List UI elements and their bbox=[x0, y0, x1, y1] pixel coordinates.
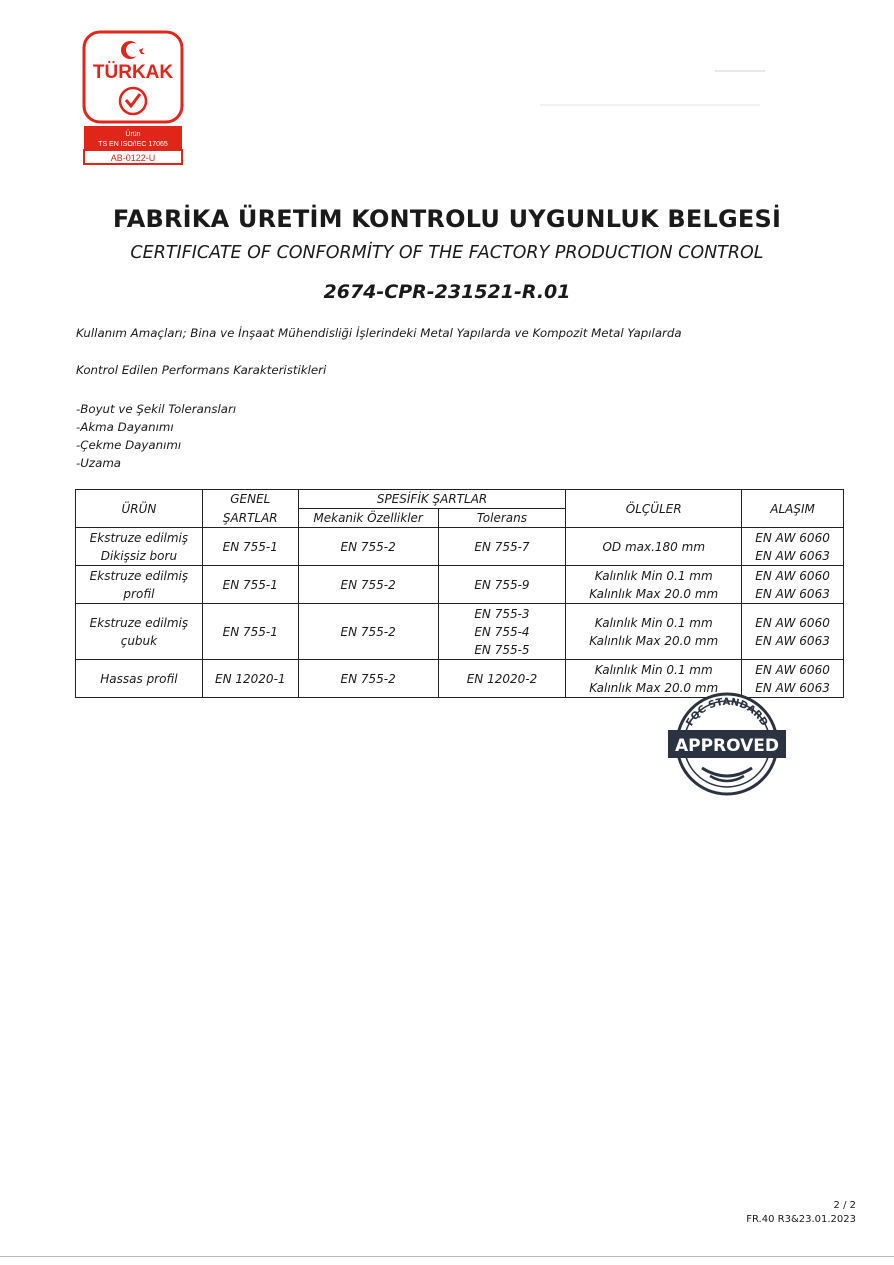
check-icon bbox=[126, 94, 140, 106]
stamp-top-text: FQC STANDARD bbox=[684, 696, 770, 729]
cell-genel: EN 755-1 bbox=[202, 604, 298, 660]
turkak-logo bbox=[82, 30, 184, 166]
performance-item: -Boyut ve Şekil Toleransları bbox=[76, 402, 237, 416]
header-genel-2: ŞARTLAR bbox=[202, 509, 298, 528]
cell-alasim: EN AW 6060 EN AW 6063 bbox=[742, 566, 844, 604]
logo-code: AB-0122-U bbox=[110, 153, 156, 163]
usage-text: Kullanım Amaçları; Bina ve İnşaat Mühendisliği İşlerindeki Metal Yapılarda ve Kompozit Metal Yapılarda bbox=[76, 326, 682, 340]
cell-olculer: Kalınlık Min 0.1 mm Kalınlık Max 20.0 mm bbox=[566, 566, 742, 604]
cell-alasim: EN AW 6060 EN AW 6063 bbox=[742, 528, 844, 566]
cell-genel: EN 755-1 bbox=[202, 528, 298, 566]
cell-tolerans: EN 12020-2 bbox=[438, 660, 566, 698]
cell-mekanik: EN 755-2 bbox=[298, 604, 438, 660]
cell-genel: EN 12020-1 bbox=[202, 660, 298, 698]
performance-heading: Kontrol Edilen Performans Karakteristikleri bbox=[76, 363, 327, 377]
scan-artifact bbox=[540, 104, 760, 106]
page-divider bbox=[0, 1256, 894, 1257]
cell-mekanik: EN 755-2 bbox=[298, 566, 438, 604]
cell-genel: EN 755-1 bbox=[202, 566, 298, 604]
stamp-main-text: APPROVED bbox=[674, 736, 780, 756]
cell-olculer: Kalınlık Min 0.1 mm Kalınlık Max 20.0 mm bbox=[566, 604, 742, 660]
cell-tolerans: EN 755-9 bbox=[438, 566, 566, 604]
performance-item: -Çekme Dayanımı bbox=[76, 438, 182, 452]
cell-tolerans: EN 755-3 EN 755-4 EN 755-5 bbox=[438, 604, 566, 660]
cell-urun: Ekstruze edilmiş profil bbox=[76, 566, 203, 604]
logo-brand: TÜRKAK bbox=[92, 62, 174, 83]
performance-item: -Akma Dayanımı bbox=[76, 420, 174, 434]
logo-line1: Ürün bbox=[125, 131, 141, 138]
cell-mekanik: EN 755-2 bbox=[298, 528, 438, 566]
header-tolerans: Tolerans bbox=[438, 509, 566, 528]
table-row bbox=[76, 566, 844, 604]
form-code: FR.40 R3&23.01.2023 bbox=[746, 1214, 856, 1225]
cell-tolerans: EN 755-7 bbox=[438, 528, 566, 566]
title-english: CERTIFICATE OF CONFORMİTY OF THE FACTORY PRODUCTION CONTROL bbox=[130, 243, 764, 263]
header-alasim: ALAŞIM bbox=[742, 490, 844, 528]
header-mekanik: Mekanik Özellikler bbox=[298, 509, 438, 528]
cell-urun: Ekstruze edilmiş Dikişsiz boru bbox=[76, 528, 203, 566]
header-olculer: ÖLÇÜLER bbox=[566, 490, 742, 528]
header-urun: ÜRÜN bbox=[76, 490, 203, 528]
table-row bbox=[76, 528, 844, 566]
page-number: 2 / 2 bbox=[833, 1200, 856, 1211]
logo-line2: TS EN ISO/IEC 17065 bbox=[98, 141, 168, 148]
specification-table bbox=[75, 489, 844, 698]
performance-item: -Uzama bbox=[76, 456, 122, 470]
cell-urun: Ekstruze edilmiş çubuk bbox=[76, 604, 203, 660]
header-spesifik: SPESİFİK ŞARTLAR bbox=[298, 490, 566, 509]
cell-urun: Hassas profil bbox=[76, 660, 203, 698]
cell-olculer: OD max.180 mm bbox=[566, 528, 742, 566]
table-row bbox=[76, 604, 844, 660]
title-turkish: FABRİKA ÜRETİM KONTROLU UYGUNLUK BELGESİ bbox=[112, 205, 782, 233]
header-genel-1: GENEL bbox=[202, 490, 298, 509]
cell-mekanik: EN 755-2 bbox=[298, 660, 438, 698]
certificate-number: 2674-CPR-231521-R.01 bbox=[323, 281, 571, 303]
cell-alasim: EN AW 6060 EN AW 6063 bbox=[742, 604, 844, 660]
approved-stamp bbox=[666, 686, 788, 802]
cell-olculer: Kalınlık Min 0.1 mm Kalınlık Max 20.0 mm bbox=[566, 660, 742, 698]
cell-alasim: EN AW 6060 EN AW 6063 bbox=[742, 660, 844, 698]
scan-artifact bbox=[715, 70, 765, 72]
performance-list bbox=[76, 400, 236, 472]
